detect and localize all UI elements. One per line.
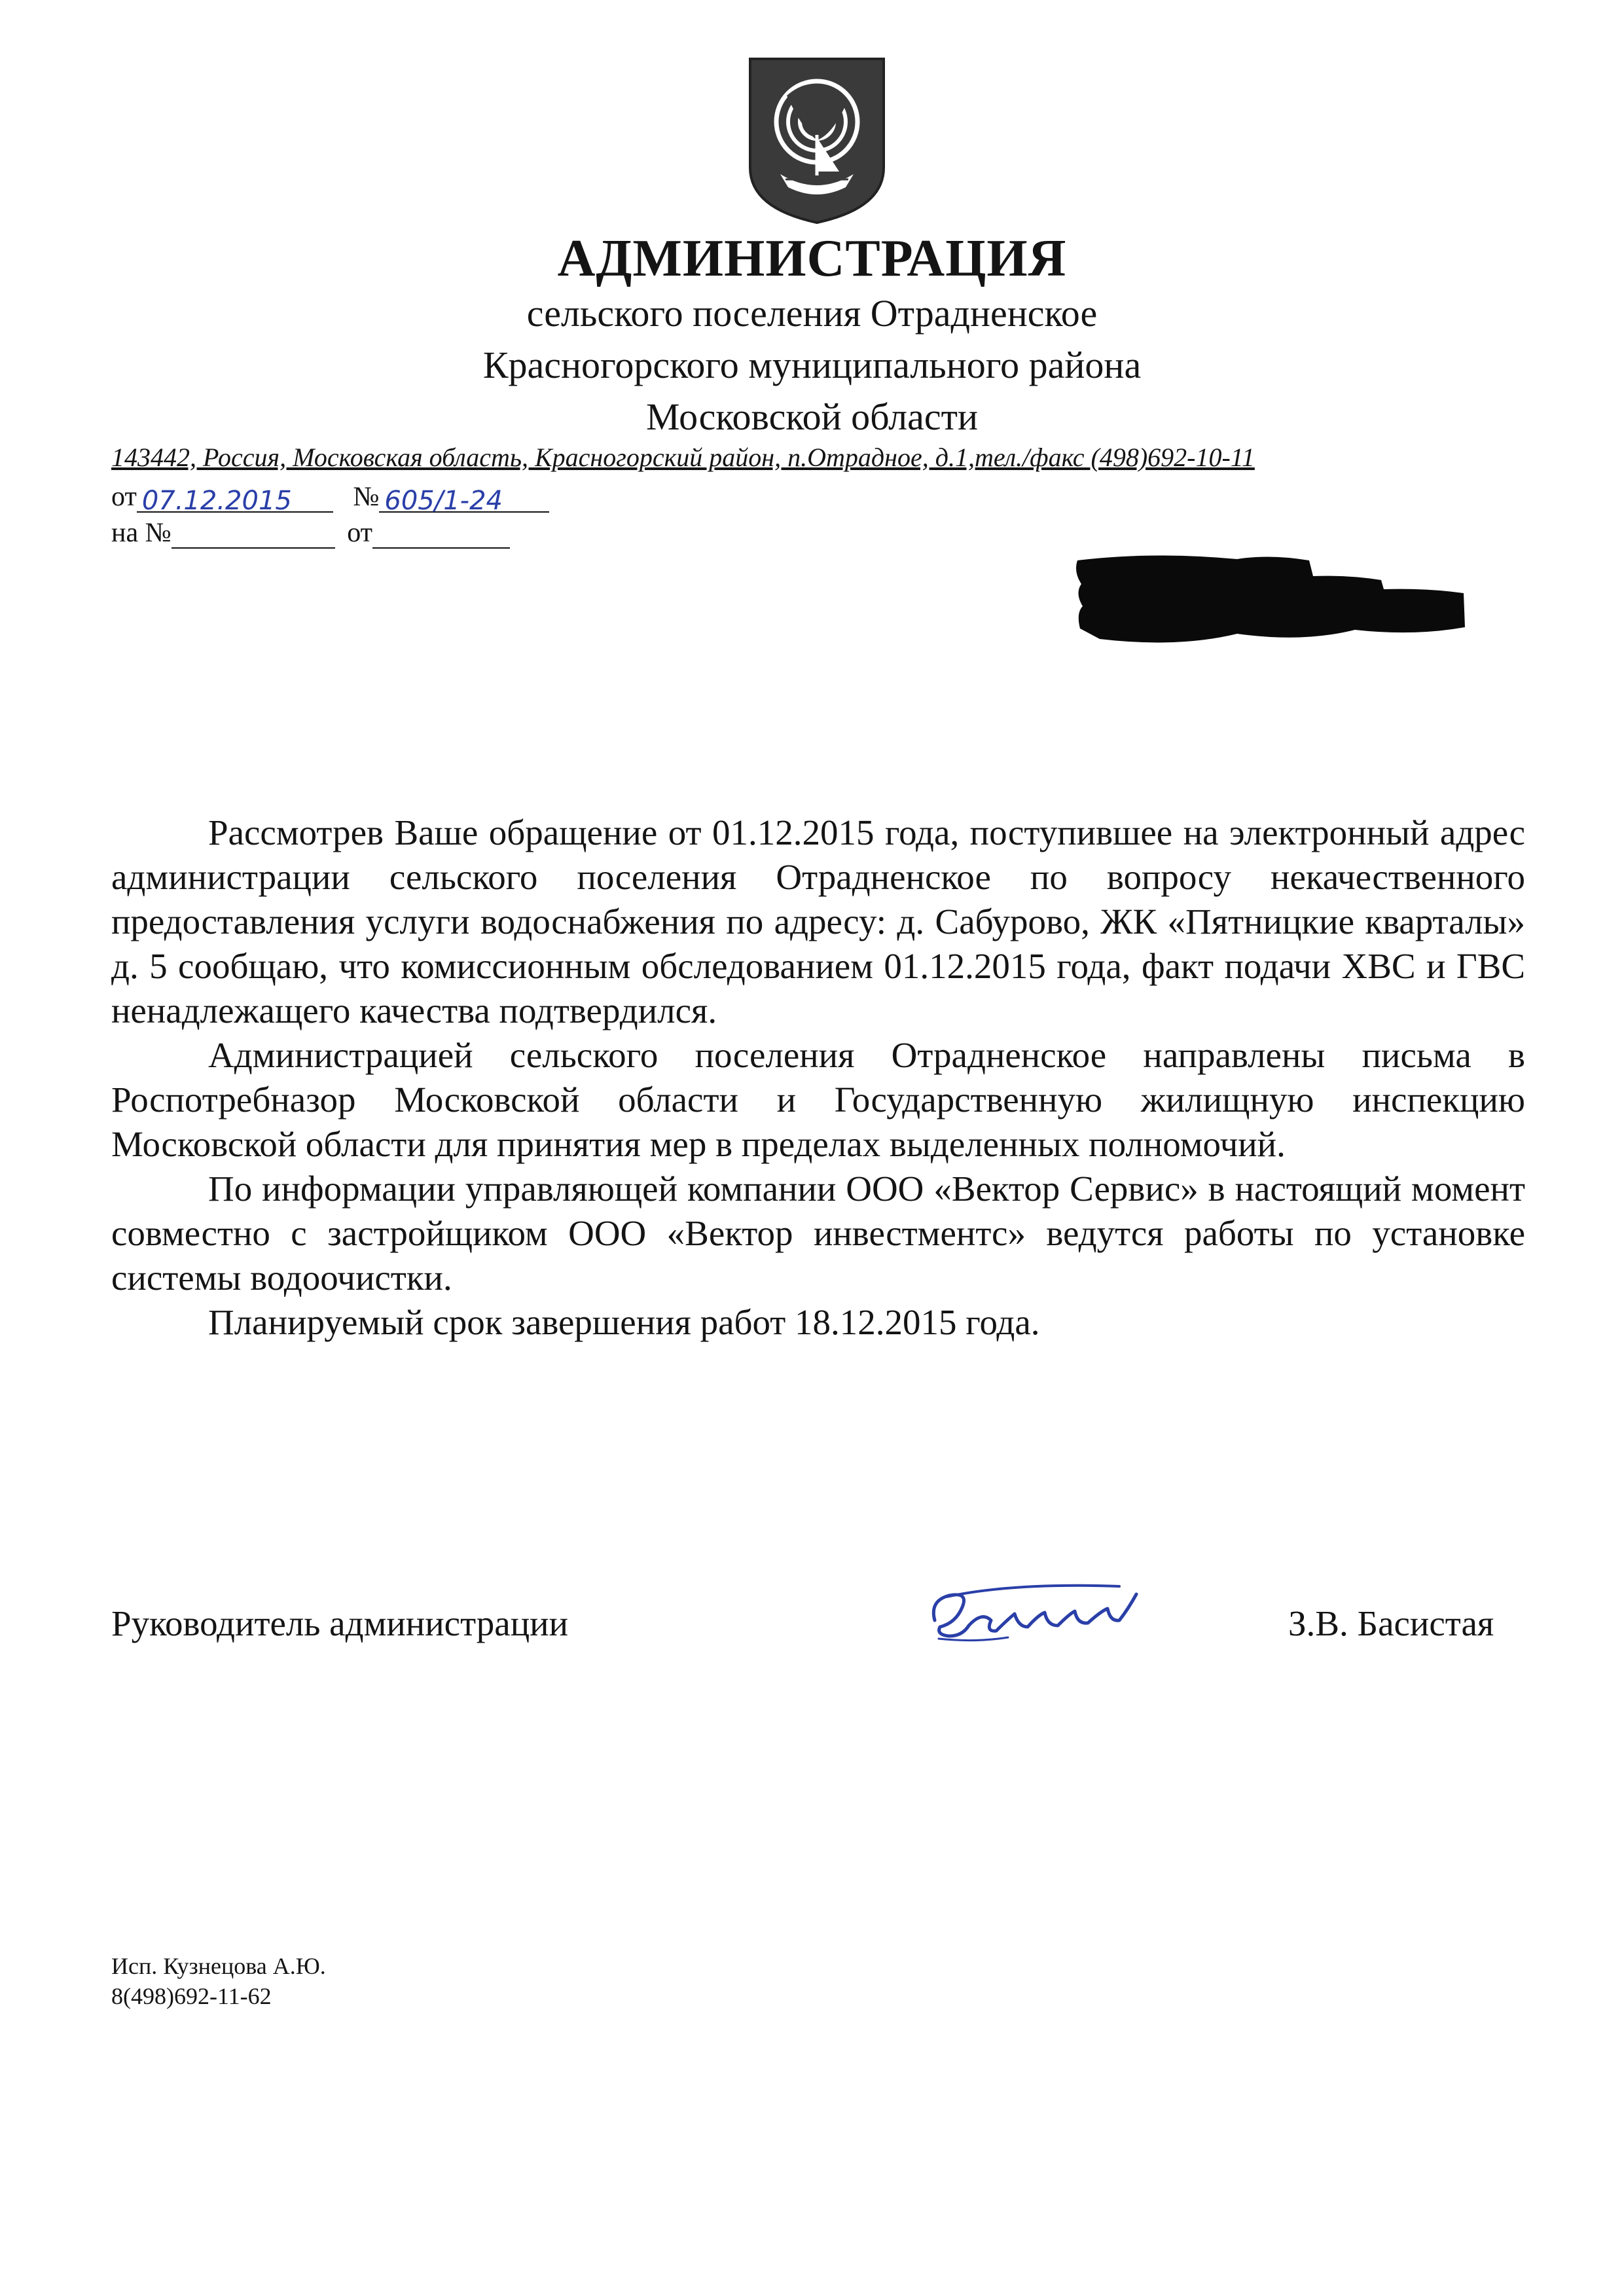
- letter-body: [111, 811, 1525, 1345]
- organization-subtitle-2: Красногорского муниципального района: [482, 344, 1142, 386]
- reply-date-field: [372, 521, 510, 549]
- reply-number-label: на №: [111, 518, 171, 548]
- executor-phone: 8(498)692-11-62: [111, 1983, 272, 2009]
- from-date-handwritten: 07.12.2015: [141, 486, 292, 516]
- body-paragraph-2: Администрацией сельского поселения Отрадненское направлены письма в Роспотребназор Московской области и Государственную жилищную инспекцию Московской области для принятия мер в пределах выделенных полномочий.: [111, 1035, 1525, 1164]
- number-field: [379, 485, 549, 516]
- body-paragraph-4: Планируемый срок завершения работ 18.12.2015 года.: [208, 1302, 1040, 1342]
- from-date-field: [137, 485, 333, 516]
- signatory-name: З.В. Басистая: [1288, 1603, 1494, 1643]
- executor-name: Исп. Кузнецова А.Ю.: [111, 1953, 326, 1979]
- organization-title: АДМИНИСТРАЦИЯ: [557, 230, 1067, 287]
- number-handwritten: 605/1-24: [384, 486, 503, 516]
- from-label: от: [111, 482, 137, 512]
- redaction-mark: [1074, 550, 1466, 655]
- reply-from-label: от: [347, 518, 373, 548]
- body-paragraph-3: По информации управляющей компании ООО «Вектор Сервис» в настоящий момент совместно с застройщиком ООО «Вектор инвестментс» ведутся работы по установке системы водоочистки.: [111, 1169, 1525, 1298]
- outgoing-reference-line: [111, 481, 549, 516]
- organization-subtitle-1: сельского поселения Отрадненское: [526, 292, 1098, 335]
- handwritten-signature: [923, 1575, 1146, 1647]
- organization-subtitle-3: Московской области: [646, 395, 978, 438]
- reply-number-field: [171, 521, 335, 549]
- signatory-position: Руководитель администрации: [111, 1603, 569, 1643]
- coat-of-arms-emblem: [748, 56, 886, 225]
- number-label: №: [353, 482, 380, 512]
- body-paragraph-1: Рассмотрев Ваше обращение от 01.12.2015 года, поступившее на электронный адрес администрации сельского поселения Отрадненское по вопросу некачественного предоставления услуги водоснабжения по адресу: д. Сабурово, ЖК «Пятницкие кварталы» д. 5 сообщаю, что комиссионным обследованием 01.12.2015 года, факт подачи ХВС и ГВС ненадлежащего качества подтвердился.: [111, 812, 1525, 1030]
- organization-address: 143442, Россия, Московская область, Красногорский район, п.Отрадное, д.1,тел./факс (498)692-10-11: [111, 443, 1255, 472]
- incoming-reference-line: [111, 517, 510, 549]
- executor-info: [111, 1951, 326, 2011]
